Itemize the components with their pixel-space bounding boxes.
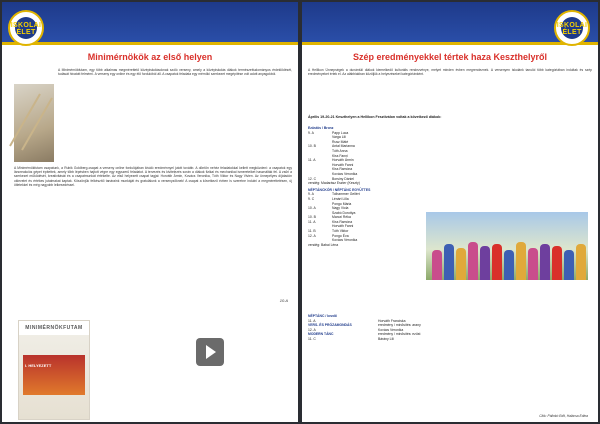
list-item: Kovács Veronika bbox=[332, 238, 358, 243]
list-item: 11. A Horváth Ármin bbox=[308, 158, 354, 163]
article-photo bbox=[14, 84, 54, 162]
list-item: Varga Lili bbox=[332, 135, 346, 140]
list-item: Rusz Máté bbox=[332, 139, 349, 144]
list-item: 10. B Antal Marianna bbox=[308, 144, 355, 149]
results-section-1-note: vendég: Madarász Eszter (Keszty) bbox=[308, 181, 360, 186]
results-section-1-rows bbox=[308, 131, 468, 182]
left-article-signature: 10.A bbox=[279, 298, 288, 303]
results-section-2-label: NÉPTÁNCKÓR / NÉPTÁNC EGYÜTTES bbox=[308, 187, 371, 192]
left-page bbox=[2, 2, 298, 422]
certificate-header: MINIMÉRNÖKFUTAM bbox=[19, 321, 89, 335]
list-item: Pongo Mária bbox=[332, 201, 352, 206]
right-article-title: Szép eredményekkel tértek haza Keszthelyről bbox=[352, 52, 548, 62]
list-item: MODERN TÁNC eredmény / minősítés: ezüst bbox=[308, 332, 421, 337]
list-item: 9. A Papp Luca bbox=[308, 130, 349, 135]
certificate-label: I. HELYEZETT bbox=[25, 363, 52, 368]
article-credits: Cikk: Pálinkó Edit, Halácsa Edina bbox=[539, 414, 588, 418]
list-item: 12. C Borsiny Dániel bbox=[308, 176, 354, 181]
list-item: VERS- ÉS PRÓZAMONDÁS eredmény / minősítés: arany bbox=[308, 323, 421, 328]
left-article-title: Minimérnökök az első helyen bbox=[87, 52, 213, 62]
other-results bbox=[308, 314, 592, 342]
list-item: 12. A Kovács Veronika bbox=[308, 327, 404, 332]
left-article-body: A Minimérnökfutam csapatunk, a Rubik Goldberg-csapat a verseny online fordulójában kiváló eredménnyel jutott tovább. A döntőn nehéz feladatokkal kellett megküzdeni: a csapatok egy láncreakciós gépet építettek, amely több lépésben hajtott végre egy egyszerű feladatot. A tervezés és kivitelezés során a diákok fizikai és mechanikai ismereteiket használták fel. A zsűri a szerkezet működését, kreativitását és a csapatmunkát értékelte. Az első helyezett csapat tagjai: Horváth Ármin, Kovács Veronika, Tóth Viktor és Nagy Vivien. Az ünnepélyes díjátadón oklevelet és értékes jutalmakat kaptak. Köszönjük felkészítő tanáraink munkáját és gratulálunk a versenyzőknek! A csapat a következő évben is szeretne indulni a megmérettetésen, új ötletekkel és még nagyobb lelkesedéssel. bbox=[14, 166, 292, 187]
list-item: 10. B Marczi Réka bbox=[308, 215, 351, 220]
results-heading: Április 19-20-21 Keszthelyen a Hellikon Fesztiválon voltak a következő diákok: bbox=[308, 115, 442, 119]
list-item: NÉPTÁNC / kezdő bbox=[308, 314, 337, 318]
header-strip bbox=[2, 42, 298, 45]
certificate-band bbox=[23, 355, 85, 395]
school-logo bbox=[6, 8, 46, 48]
certificate-thumbnail bbox=[18, 320, 90, 420]
logo-text: ISKOLAI ÉLET bbox=[556, 22, 588, 36]
list-item: 12. A Pongo Éva bbox=[308, 233, 349, 238]
group-photo bbox=[426, 212, 588, 280]
list-item: Kovács Veronika bbox=[332, 171, 358, 176]
header-bar bbox=[2, 2, 298, 42]
logo-text: ISKOLAI ÉLET bbox=[10, 22, 42, 36]
list-item: Horváth Fanni bbox=[332, 224, 354, 229]
list-item: 11. B Tóth Viktor bbox=[308, 229, 349, 234]
right-article-intro: A Hellikon Ünnepségek a dunántúli diákok kiemelkedő kulturális rendezvénye, melyet minden évben megrendeznek. A versenyen iskolánk tanulói több kategóriában indultak és szép eredményeket értek el. Az alábbiakban közöljük a helyezéseket kategóriánként. bbox=[308, 68, 592, 77]
list-item: 11. C Bárány Lili bbox=[308, 336, 394, 341]
list-item: 10. A Nagy Viola bbox=[308, 206, 349, 211]
school-logo bbox=[552, 8, 592, 48]
list-item: Kiss Ramóna bbox=[332, 167, 353, 172]
list-item: 9. A Tolhammer Gellért bbox=[308, 192, 360, 197]
list-item: Tóth Anna bbox=[332, 148, 348, 153]
right-page bbox=[302, 2, 598, 422]
list-item: Horváth Fanni bbox=[332, 162, 354, 167]
list-item: 9. C Lénárt Lilla bbox=[308, 196, 349, 201]
results-section-1-label: Ezüstös / Bronz bbox=[308, 126, 334, 130]
play-video-button[interactable] bbox=[196, 338, 224, 366]
list-item: Kiss Fanni bbox=[332, 153, 348, 158]
results-section-2-note: vendég: Babai Léna bbox=[308, 242, 339, 247]
list-item: Szabó Dorottya bbox=[332, 210, 356, 215]
left-article-intro: A Minimérnökfutam, egy több alkalmas megmérettető középiskolásoknak szóló verseny, amely a középiskolás diákok természettudományos érdeklődését, tudását hivatott felmérni. A verseny egy online és egy élő fordulóból áll. A csapatok feladata egy mérnöki szerkezet megépítése volt adott anyagokból. bbox=[58, 68, 292, 77]
list-item: 11. A Horváth Franciska bbox=[308, 318, 406, 323]
list-item: 11. A Kiss Ramóna bbox=[308, 219, 353, 224]
